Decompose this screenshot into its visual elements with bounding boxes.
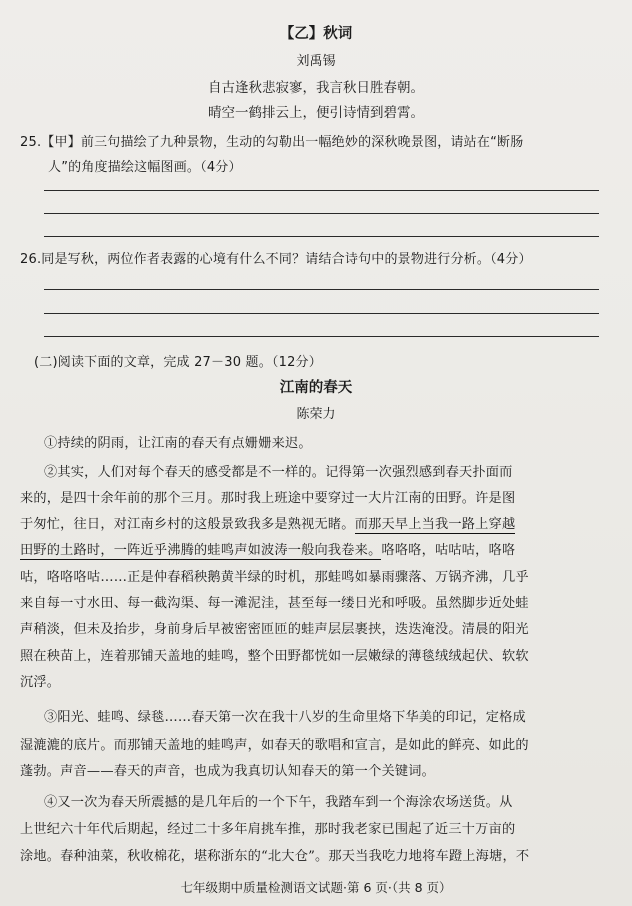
question-25-line-2: 人”的角度描绘这幅图画。（4分） — [48, 160, 242, 175]
article-line: 涂地。春种油菜，秋收棉花，堪称浙东的“北大仓”。那天当我吃力地将车蹬上海塘，不 — [20, 849, 530, 864]
poem-line-1: 自古逢秋悲寂寥，我言秋日胜春朝。 — [208, 80, 424, 96]
article-line: 湿漉漉的底片。而那铺天盖地的蛙鸣声，如春天的歌唱和宣言，是如此的鲜亮、如此的 — [20, 738, 529, 753]
question-25-line-1: 25.【甲】前三句描绘了九种景物，生动的勾勒出一幅绝妙的深秋晚景图，请站在“断肠 — [20, 135, 524, 150]
article-line: 沉浮。 — [20, 675, 61, 690]
question-26-line-1: 26.同是写秋，两位作者表露的心境有什么不同？请结合诗句中的景物进行分析。（4分） — [20, 252, 532, 267]
underlined-sentence: 田野的土路时，一阵近乎沸腾的蛙鸣声如波涛一般向我卷来。 — [20, 543, 382, 558]
article-line: 声稍淡，但未及抬步，身前身后早被密密匝匝的蛙声层层裹挟，迭迭淹没。清晨的阳光 — [20, 622, 529, 637]
article-paragraph-1: ①持续的阴雨，让江南的春天有点姗姗来迟。 — [44, 436, 312, 451]
answer-line — [44, 236, 599, 237]
article-paragraph-4: ④又一次为春天所震撼的是几年后的一个下午，我踏车到一个海涂农场送货。从 — [44, 795, 513, 810]
section-heading: (二)阅读下面的文章，完成 27－30 题。（12分） — [34, 355, 322, 370]
article-line: 来的，是四十余年前的那个三月。那时我上班途中要穿过一大片江南的田野。许是图 — [20, 491, 516, 506]
article-paragraph-3: ③阳光、蛙鸣、绿毯……春天第一次在我十八岁的生命里烙下华美的印记，定格成 — [44, 710, 526, 725]
article-title: 江南的春天 — [279, 380, 353, 396]
answer-line — [44, 213, 599, 214]
article-line — [20, 513, 515, 532]
article-line: 来自每一寸水田、每一截沟渠、每一滩泥洼，甚至每一缕日光和呼吸。虽然脚步近处蛙 — [20, 596, 529, 611]
answer-line — [44, 313, 599, 314]
article-author: 陈荣力 — [296, 407, 336, 422]
article-line — [20, 539, 515, 558]
article-line: 蓬勃。声音——春天的声音，也成为我真切认知春天的第一个关键词。 — [20, 764, 436, 779]
poem-author: 刘禹锡 — [296, 54, 336, 69]
poem-title: 【乙】秋词 — [279, 26, 353, 42]
poem-line-2: 晴空一鹤排云上，便引诗情到碧霄。 — [208, 105, 424, 121]
page-footer: 七年级期中质量检测语文试题·第 6 页·（共 8 页） — [180, 880, 452, 895]
article-text: 于匆忙，往日，对江南乡村的这般景致我多是熟视无睹。 — [20, 517, 355, 532]
answer-line — [44, 190, 599, 191]
article-line: 上世纪六十年代后期起，经过二十多年肩挑车推，那时我老家已围起了近三十万亩的 — [20, 822, 516, 837]
article-text: 咯咯咯，咕咕咕，咯咯 — [381, 543, 516, 558]
article-line: 照在秧苗上，连着那铺天盖地的蛙鸣，整个田野都恍如一层嫩绿的薄毯绒绒起伏、软软 — [20, 649, 529, 664]
answer-line — [44, 336, 599, 337]
article-line: ②其实，人们对每个春天的感受都是不一样的。记得第一次强烈感到春天扑面而 — [44, 465, 513, 480]
article-line: 咕，咯咯咯咕……正是仲春稻秧鹅黄半绿的时机，那蛙鸣如暴雨骤落、万锅齐沸，几乎 — [20, 570, 529, 585]
underlined-sentence: 而那天早上当我一路上穿越 — [354, 517, 516, 532]
answer-line — [44, 289, 599, 290]
